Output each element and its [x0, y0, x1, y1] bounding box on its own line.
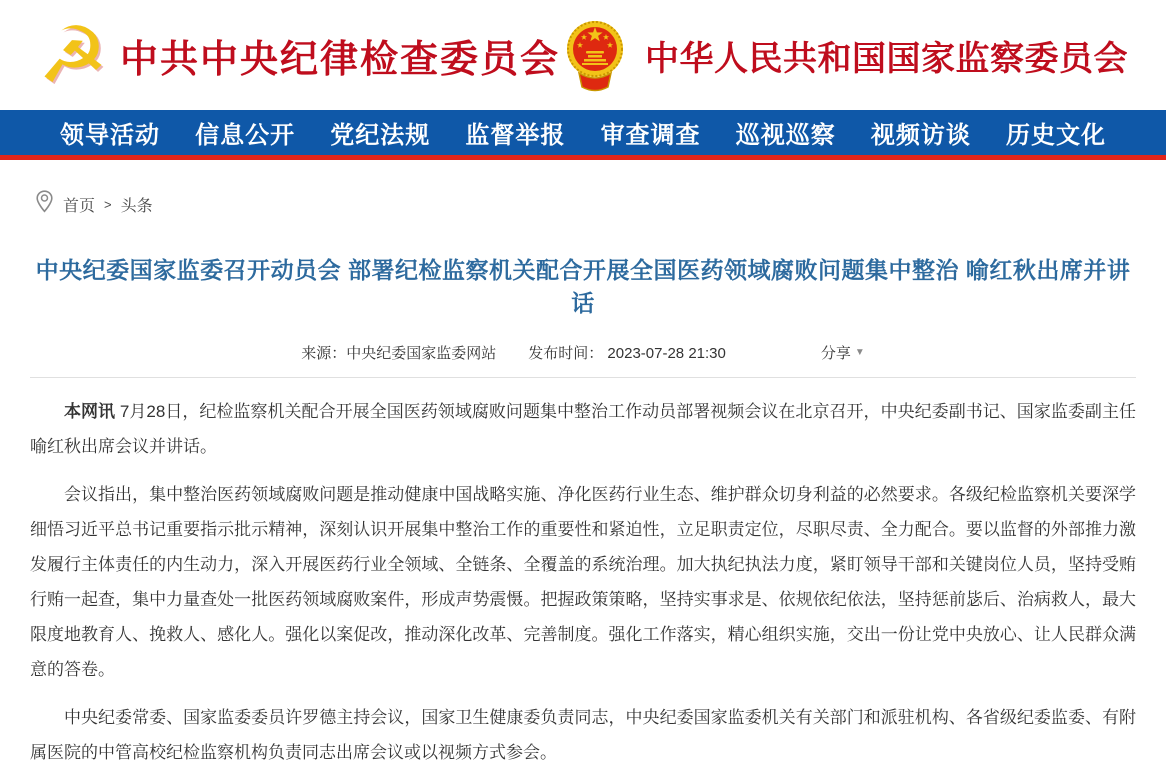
share-button[interactable] [821, 342, 865, 363]
nav-red-stripe [0, 155, 1166, 160]
share-label: 分享 [820, 345, 851, 362]
source-label: 来源： [301, 345, 347, 362]
nav-item-inspection-tours[interactable]: 巡视巡察 [735, 123, 836, 149]
breadcrumb [36, 190, 1166, 218]
national-emblem-icon [565, 13, 625, 97]
source-value: 中央纪委国家监委网站 [346, 345, 497, 362]
nav-item-leadership-activities[interactable]: 领导活动 [60, 123, 160, 149]
article-title: 中央纪委国家监委召开动员会 部署纪检监察机关配合开展全国医药领域腐败问题集中整治 喻红秋出席并讲话 [35, 257, 1131, 316]
site-header [0, 0, 1166, 110]
nav-item-supervision-reporting[interactable]: 监督举报 [465, 123, 566, 149]
nav-item-video-interviews[interactable]: 视频访谈 [870, 123, 971, 149]
paragraph-1-lead: 本网讯 [64, 402, 116, 421]
paragraph-2: 会议指出，集中整治医药领域腐败问题是推动健康中国战略实施、净化医药行业生态、维护群众切身利益的必然要求。各级纪检监察机关要深学细悟习近平总书记重要指示批示精神，深刻认识开展集中整治工作的重要性和紧迫性，立足职责定位，尽职尽责、全力配合。要以监督的外部推力激发履行主体责任的内生动力，深入开展医药行业全领域、全链条、全覆盖的系统治理。加大执纪执法力度，紧盯领导干部和关键岗位人员，坚持受贿行贿一起查，集中力量查处一批医药领域腐败案件，形成声势震慑。把握政策策略，坚持实事求是、依规依纪依法，坚持惩前毖后、治病救人，最大限度地教育人、挽救人、感化人。强化以案促改，推动深化改革、完善制度。强化工作落实，精心组织实施，交出一份让党中央放心、让人民群众满意的答卷。 [30, 485, 1136, 679]
ccdi-logo-group [38, 11, 561, 99]
article-body [0, 378, 1166, 770]
time-value: 2023-07-28 21:30 [607, 345, 726, 362]
article-main [0, 252, 1166, 770]
cpc-hammer-sickle-emblem-icon: ☭ [38, 11, 108, 99]
breadcrumb-current-link[interactable]: 头条 [120, 197, 153, 215]
org-name-nsc: 中华人民共和国国家监察委员会 [645, 40, 1128, 78]
chevron-down-icon: ▼ [854, 347, 865, 358]
article-meta [0, 342, 1166, 363]
paragraph-1-text: 7月28日，纪检监察机关配合开展全国医药领域腐败问题集中整治工作动员部署视频会议在北京召开，中央纪委副书记、国家监委副主任喻红秋出席会议并讲话。 [30, 402, 1136, 456]
breadcrumb-separator: > [104, 196, 112, 212]
nsc-logo-group [565, 13, 1128, 97]
paragraph-1 [30, 394, 1136, 464]
location-pin-icon [36, 190, 53, 218]
main-nav [0, 110, 1166, 155]
org-name-ccdi: 中共中央纪律检查委员会 [120, 38, 561, 81]
article-source [301, 342, 496, 363]
nav-item-review-investigation[interactable]: 审查调查 [600, 123, 701, 149]
nav-item-party-discipline-regulations[interactable]: 党纪法规 [330, 123, 431, 149]
time-label: 发布时间： [528, 345, 604, 362]
nav-item-information-disclosure[interactable]: 信息公开 [195, 123, 296, 149]
paragraph-3: 中央纪委常委、国家监委委员许罗德主持会议，国家卫生健康委负责同志，中央纪委国家监委机关有关部门和派驻机构、各省级纪委监委、有附属医院的中管高校纪检监察机构负责同志出席会议或以视频方式参会。 [30, 708, 1136, 762]
nav-item-history-culture[interactable]: 历史文化 [1005, 123, 1106, 149]
article-publish-time [528, 342, 726, 363]
breadcrumb-home-link[interactable]: 首页 [63, 197, 96, 215]
